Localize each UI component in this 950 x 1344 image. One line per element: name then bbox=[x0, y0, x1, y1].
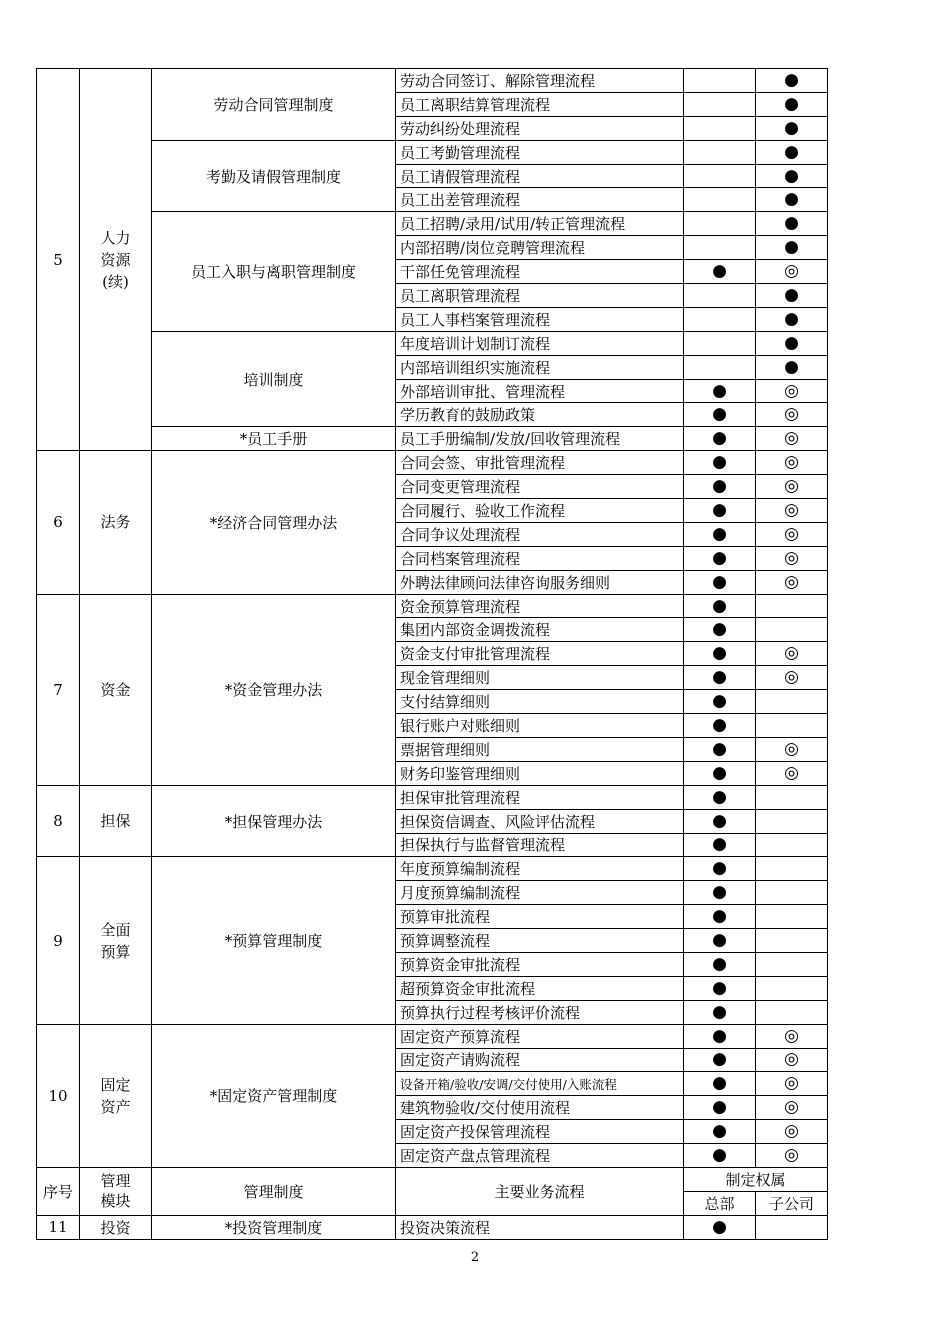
hq-authority-mark: ● bbox=[684, 833, 756, 857]
sequence-number: 10 bbox=[37, 1024, 80, 1167]
subsidiary-authority-mark bbox=[756, 833, 828, 857]
hq-authority-mark: ● bbox=[684, 1024, 756, 1048]
hq-authority-mark: ● bbox=[684, 785, 756, 809]
system-name: *固定资产管理制度 bbox=[152, 1024, 396, 1167]
subsidiary-authority-mark: ● bbox=[756, 188, 828, 212]
process-name: 银行账户对账细则 bbox=[396, 714, 684, 738]
subsidiary-authority-mark: ● bbox=[756, 69, 828, 93]
hq-authority-mark: ● bbox=[684, 666, 756, 690]
table-row bbox=[37, 140, 828, 164]
subsidiary-authority-mark bbox=[756, 690, 828, 714]
process-name: 担保执行与监督管理流程 bbox=[396, 833, 684, 857]
table-row bbox=[37, 427, 828, 451]
process-name: 员工离职结算管理流程 bbox=[396, 92, 684, 116]
page-number: 2 bbox=[470, 1250, 480, 1265]
subsidiary-authority-mark bbox=[756, 714, 828, 738]
subsidiary-authority-mark: ● bbox=[756, 116, 828, 140]
hq-authority-mark: ● bbox=[684, 475, 756, 499]
hq-authority-mark: ● bbox=[684, 690, 756, 714]
header-hq: 总部 bbox=[684, 1191, 756, 1215]
process-name: 预算资金审批流程 bbox=[396, 952, 684, 976]
hq-authority-mark: ● bbox=[684, 379, 756, 403]
process-name: 建筑物验收/交付使用流程 bbox=[396, 1096, 684, 1120]
system-name: *经济合同管理办法 bbox=[152, 451, 396, 594]
hq-authority-mark: ● bbox=[684, 929, 756, 953]
process-name: 合同履行、验收工作流程 bbox=[396, 499, 684, 523]
process-name: 劳动合同签订、解除管理流程 bbox=[396, 69, 684, 93]
table-row bbox=[37, 857, 828, 881]
process-name: 支付结算细则 bbox=[396, 690, 684, 714]
process-name: 预算执行过程考核评价流程 bbox=[396, 1000, 684, 1024]
process-name: 合同变更管理流程 bbox=[396, 475, 684, 499]
subsidiary-authority-mark: ◎ bbox=[756, 1096, 828, 1120]
subsidiary-authority-mark: ◎ bbox=[756, 427, 828, 451]
process-name: 劳动纠纷处理流程 bbox=[396, 116, 684, 140]
hq-authority-mark: ● bbox=[684, 451, 756, 475]
hq-authority-mark: ● bbox=[684, 642, 756, 666]
hq-authority-mark bbox=[684, 284, 756, 308]
hq-authority-mark: ● bbox=[684, 952, 756, 976]
process-name: 外部培训审批、管理流程 bbox=[396, 379, 684, 403]
hq-authority-mark: ● bbox=[684, 1144, 756, 1168]
header-system: 管理制度 bbox=[152, 1167, 396, 1215]
management-system-table bbox=[36, 68, 828, 1240]
hq-authority-mark: ● bbox=[684, 618, 756, 642]
process-name: 员工手册编制/发放/回收管理流程 bbox=[396, 427, 684, 451]
subsidiary-authority-mark: ● bbox=[756, 92, 828, 116]
subsidiary-authority-mark bbox=[756, 857, 828, 881]
module-name bbox=[80, 451, 152, 594]
process-name: 员工请假管理流程 bbox=[396, 164, 684, 188]
module-name bbox=[80, 69, 152, 451]
subsidiary-authority-mark: ● bbox=[756, 140, 828, 164]
table-row bbox=[37, 1024, 828, 1048]
process-name: 投资决策流程 bbox=[396, 1215, 684, 1239]
process-name: 年度培训计划制订流程 bbox=[396, 331, 684, 355]
process-name: 员工考勤管理流程 bbox=[396, 140, 684, 164]
table-row bbox=[37, 331, 828, 355]
header-module-line: 管理 bbox=[100, 1172, 131, 1191]
header-seq: 序号 bbox=[37, 1167, 80, 1215]
hq-authority-mark: ● bbox=[684, 403, 756, 427]
hq-authority-mark: ● bbox=[684, 761, 756, 785]
table-row bbox=[37, 212, 828, 236]
subsidiary-authority-mark: ◎ bbox=[756, 403, 828, 427]
module-name-line: 固定 bbox=[100, 1075, 131, 1094]
subsidiary-authority-mark bbox=[756, 1215, 828, 1239]
subsidiary-authority-mark: ◎ bbox=[756, 522, 828, 546]
system-name: 考勤及请假管理制度 bbox=[152, 140, 396, 212]
subsidiary-authority-mark: ● bbox=[756, 355, 828, 379]
subsidiary-authority-mark bbox=[756, 1000, 828, 1024]
system-name: 员工入职与离职管理制度 bbox=[152, 212, 396, 331]
module-name bbox=[80, 785, 152, 857]
subsidiary-authority-mark: ◎ bbox=[756, 379, 828, 403]
table-row bbox=[37, 785, 828, 809]
system-name: *预算管理制度 bbox=[152, 857, 396, 1024]
subsidiary-authority-mark: ● bbox=[756, 236, 828, 260]
process-name: 财务印鉴管理细则 bbox=[396, 761, 684, 785]
process-name: 年度预算编制流程 bbox=[396, 857, 684, 881]
process-name: 员工出差管理流程 bbox=[396, 188, 684, 212]
hq-authority-mark: ● bbox=[684, 1096, 756, 1120]
process-name: 员工离职管理流程 bbox=[396, 284, 684, 308]
hq-authority-mark bbox=[684, 116, 756, 140]
hq-authority-mark bbox=[684, 188, 756, 212]
table-row bbox=[37, 69, 828, 93]
process-name: 固定资产请购流程 bbox=[396, 1048, 684, 1072]
hq-authority-mark: ● bbox=[684, 1120, 756, 1144]
module-name bbox=[80, 857, 152, 1024]
system-name: 劳动合同管理制度 bbox=[152, 69, 396, 141]
system-name: *担保管理办法 bbox=[152, 785, 396, 857]
subsidiary-authority-mark: ● bbox=[756, 284, 828, 308]
table-body bbox=[37, 69, 828, 1240]
process-name: 固定资产预算流程 bbox=[396, 1024, 684, 1048]
subsidiary-authority-mark: ◎ bbox=[756, 737, 828, 761]
hq-authority-mark bbox=[684, 212, 756, 236]
hq-authority-mark: ● bbox=[684, 1072, 756, 1096]
process-name: 预算调整流程 bbox=[396, 929, 684, 953]
process-name: 资金预算管理流程 bbox=[396, 594, 684, 618]
subsidiary-authority-mark bbox=[756, 594, 828, 618]
header-row bbox=[37, 1167, 828, 1191]
subsidiary-authority-mark bbox=[756, 905, 828, 929]
sequence-number: 5 bbox=[37, 69, 80, 451]
hq-authority-mark: ● bbox=[684, 714, 756, 738]
subsidiary-authority-mark: ◎ bbox=[756, 1144, 828, 1168]
module-name-line: 资源 bbox=[100, 250, 131, 269]
module-name-line: 担保 bbox=[100, 812, 131, 831]
subsidiary-authority-mark: ◎ bbox=[756, 260, 828, 284]
hq-authority-mark: ● bbox=[684, 976, 756, 1000]
process-name: 超预算资金审批流程 bbox=[396, 976, 684, 1000]
sequence-number: 6 bbox=[37, 451, 80, 594]
header-process: 主要业务流程 bbox=[396, 1167, 684, 1215]
module-name-line: 全面 bbox=[100, 920, 131, 939]
module-name-line: (续) bbox=[102, 272, 129, 291]
sequence-number: 8 bbox=[37, 785, 80, 857]
hq-authority-mark: ● bbox=[684, 260, 756, 284]
process-name: 月度预算编制流程 bbox=[396, 881, 684, 905]
sequence-number: 7 bbox=[37, 594, 80, 785]
table-row bbox=[37, 594, 828, 618]
table-row bbox=[37, 1215, 828, 1239]
module-name: 投资 bbox=[80, 1215, 152, 1239]
process-name: 担保审批管理流程 bbox=[396, 785, 684, 809]
hq-authority-mark: ● bbox=[684, 427, 756, 451]
module-name-line: 人力 bbox=[100, 228, 131, 247]
process-name: 固定资产盘点管理流程 bbox=[396, 1144, 684, 1168]
subsidiary-authority-mark bbox=[756, 809, 828, 833]
module-name-line: 法务 bbox=[100, 513, 131, 532]
subsidiary-authority-mark: ● bbox=[756, 212, 828, 236]
process-name: 资金支付审批管理流程 bbox=[396, 642, 684, 666]
subsidiary-authority-mark: ◎ bbox=[756, 761, 828, 785]
hq-authority-mark: ● bbox=[684, 857, 756, 881]
subsidiary-authority-mark: ● bbox=[756, 164, 828, 188]
module-name bbox=[80, 1024, 152, 1167]
subsidiary-authority-mark: ◎ bbox=[756, 642, 828, 666]
subsidiary-authority-mark: ● bbox=[756, 331, 828, 355]
process-name: 合同争议处理流程 bbox=[396, 522, 684, 546]
process-name: 外聘法律顾问法律咨询服务细则 bbox=[396, 570, 684, 594]
hq-authority-mark: ● bbox=[684, 809, 756, 833]
process-name: 内部培训组织实施流程 bbox=[396, 355, 684, 379]
process-name: 合同会签、审批管理流程 bbox=[396, 451, 684, 475]
process-name: 担保资信调查、风险评估流程 bbox=[396, 809, 684, 833]
subsidiary-authority-mark: ◎ bbox=[756, 546, 828, 570]
subsidiary-authority-mark: ◎ bbox=[756, 1120, 828, 1144]
subsidiary-authority-mark bbox=[756, 929, 828, 953]
hq-authority-mark bbox=[684, 164, 756, 188]
module-name bbox=[80, 594, 152, 785]
header-module bbox=[80, 1167, 152, 1215]
sequence-number: 11 bbox=[37, 1215, 80, 1239]
hq-authority-mark: ● bbox=[684, 905, 756, 929]
subsidiary-authority-mark: ◎ bbox=[756, 570, 828, 594]
subsidiary-authority-mark bbox=[756, 881, 828, 905]
process-name: 现金管理细则 bbox=[396, 666, 684, 690]
subsidiary-authority-mark bbox=[756, 976, 828, 1000]
module-name-line: 资金 bbox=[100, 680, 131, 699]
sequence-number: 9 bbox=[37, 857, 80, 1024]
process-name: 固定资产投保管理流程 bbox=[396, 1120, 684, 1144]
process-name: 设备开箱/验收/安调/交付使用/入账流程 bbox=[396, 1072, 684, 1096]
system-name: *员工手册 bbox=[152, 427, 396, 451]
process-name: 员工招聘/录用/试用/转正管理流程 bbox=[396, 212, 684, 236]
hq-authority-mark bbox=[684, 140, 756, 164]
header-authority: 制定权属 bbox=[684, 1167, 828, 1191]
hq-authority-mark: ● bbox=[684, 522, 756, 546]
hq-authority-mark: ● bbox=[684, 594, 756, 618]
subsidiary-authority-mark bbox=[756, 785, 828, 809]
subsidiary-authority-mark bbox=[756, 952, 828, 976]
process-name: 员工人事档案管理流程 bbox=[396, 307, 684, 331]
hq-authority-mark: ● bbox=[684, 1000, 756, 1024]
subsidiary-authority-mark: ◎ bbox=[756, 451, 828, 475]
subsidiary-authority-mark bbox=[756, 618, 828, 642]
subsidiary-authority-mark: ◎ bbox=[756, 666, 828, 690]
hq-authority-mark: ● bbox=[684, 570, 756, 594]
hq-authority-mark: ● bbox=[684, 1048, 756, 1072]
module-name-line: 预算 bbox=[100, 942, 131, 961]
subsidiary-authority-mark: ◎ bbox=[756, 1024, 828, 1048]
subsidiary-authority-mark: ◎ bbox=[756, 475, 828, 499]
process-name: 集团内部资金调拨流程 bbox=[396, 618, 684, 642]
hq-authority-mark: ● bbox=[684, 881, 756, 905]
subsidiary-authority-mark: ● bbox=[756, 307, 828, 331]
header-subsidiary: 子公司 bbox=[756, 1191, 828, 1215]
system-name: *资金管理办法 bbox=[152, 594, 396, 785]
subsidiary-authority-mark: ◎ bbox=[756, 1048, 828, 1072]
hq-authority-mark bbox=[684, 331, 756, 355]
process-name: 合同档案管理流程 bbox=[396, 546, 684, 570]
system-name: *投资管理制度 bbox=[152, 1215, 396, 1239]
table-row bbox=[37, 451, 828, 475]
header-module-line: 模块 bbox=[100, 1192, 131, 1211]
process-name: 内部招聘/岗位竞聘管理流程 bbox=[396, 236, 684, 260]
process-name: 学历教育的鼓励政策 bbox=[396, 403, 684, 427]
hq-authority-mark: ● bbox=[684, 546, 756, 570]
subsidiary-authority-mark: ◎ bbox=[756, 499, 828, 523]
hq-authority-mark: ● bbox=[684, 499, 756, 523]
hq-authority-mark: ● bbox=[684, 737, 756, 761]
hq-authority-mark bbox=[684, 355, 756, 379]
hq-authority-mark bbox=[684, 307, 756, 331]
subsidiary-authority-mark: ◎ bbox=[756, 1072, 828, 1096]
hq-authority-mark bbox=[684, 69, 756, 93]
hq-authority-mark bbox=[684, 236, 756, 260]
process-name: 预算审批流程 bbox=[396, 905, 684, 929]
process-name: 干部任免管理流程 bbox=[396, 260, 684, 284]
system-name: 培训制度 bbox=[152, 331, 396, 427]
process-name: 票据管理细则 bbox=[396, 737, 684, 761]
hq-authority-mark: ● bbox=[684, 1215, 756, 1239]
module-name-line: 资产 bbox=[100, 1097, 131, 1116]
hq-authority-mark bbox=[684, 92, 756, 116]
